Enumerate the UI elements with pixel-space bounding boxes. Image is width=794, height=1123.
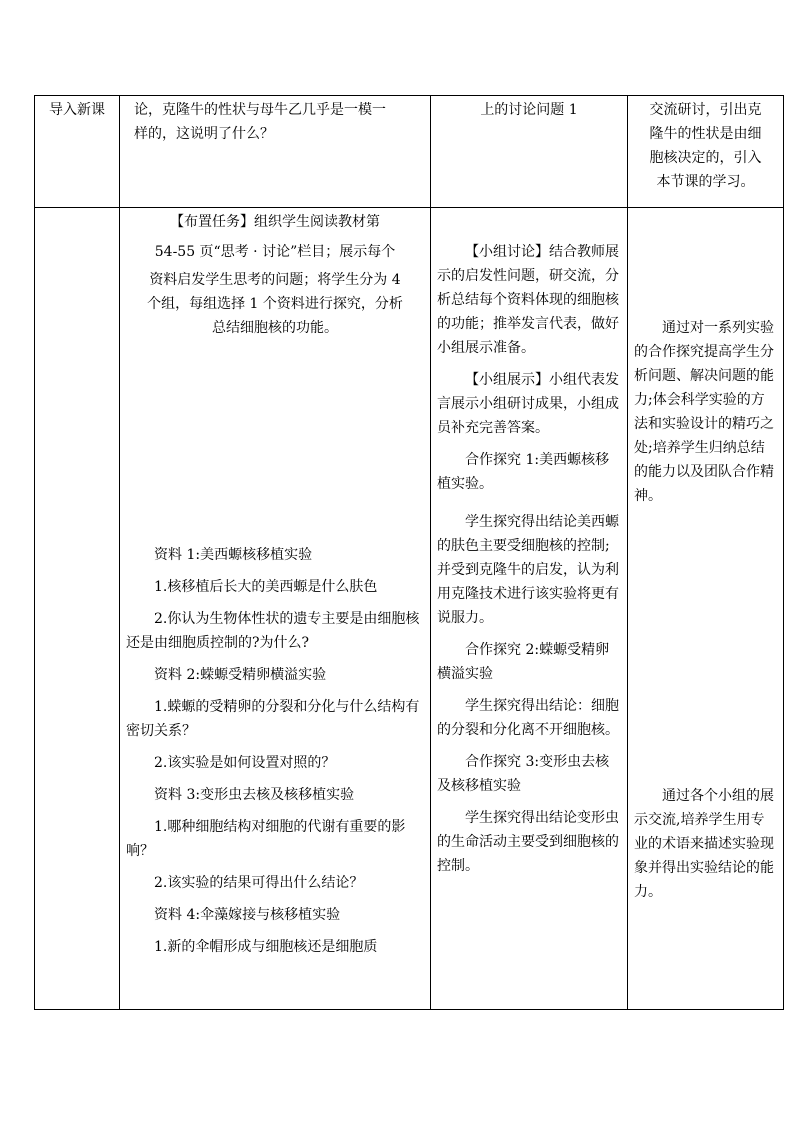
- table-row: [35, 208, 784, 1010]
- lesson-plan-table: [34, 95, 784, 1010]
- student-text: 学生探究得出结论变形虫的生命活动主要受到细胞核的控制。: [437, 810, 619, 874]
- intent-text: 通过各个小组的展示交流,培养学生用专业的术语来描述实验现象并得出实验结论的能力。: [634, 788, 774, 900]
- task-line: 总结细胞核的功能。: [212, 320, 338, 336]
- student-text: 学生探究得出结论美西螈的肤色主要受细胞核的控制;并受到克隆牛的启发，认为利用克隆技术进行该实验将更有说服力。: [437, 514, 619, 626]
- material-question: 1.核移植后长大的美西螈是什么肤色: [154, 579, 378, 595]
- teacher-activity-cell: [120, 208, 431, 1010]
- student-text: 合作探究 2:蝾螈受精卵横溢实验: [437, 642, 610, 682]
- intent-line: 本节课的学习。: [656, 174, 755, 190]
- intent-line: 交流研讨，引出克: [649, 102, 762, 118]
- teacher-text-line: 样的，这说明了什么？: [134, 126, 274, 142]
- design-intent-cell: [628, 96, 784, 208]
- material-heading: 资料 4:伞藻嫁接与核移植实验: [154, 907, 341, 923]
- material-question: 1.蝾螈的受精卵的分裂和分化与什么结构有密切关系？: [126, 699, 420, 739]
- design-intent-cell: [628, 208, 784, 1010]
- student-activity-cell: [431, 96, 628, 208]
- student-activity-cell: [431, 208, 628, 1010]
- intent-line: 胞核决定的，引入: [649, 150, 762, 166]
- material-question: 2.该实验的结果可得出什么结论？: [154, 875, 364, 891]
- material-heading: 资料 1:美西螈核移植实验: [154, 547, 313, 563]
- intent-line: 隆牛的性状是由细: [649, 126, 762, 142]
- stage-cell: [35, 96, 120, 208]
- teacher-activity-cell: [120, 96, 431, 208]
- stage-label: 导入新课: [49, 102, 105, 118]
- student-text: 合作探究 3:变形虫去核及核移植实验: [437, 754, 610, 794]
- material-question: 1.新的伞帽形成与细胞核还是细胞质: [154, 939, 378, 955]
- task-line: 资料启发学生思考的问题；将学生分为 4: [149, 272, 401, 288]
- task-line: 【布置任务】组织学生阅读教材第: [170, 214, 380, 230]
- material-question: 2.该实验是如何设置对照的？: [154, 755, 336, 771]
- stage-cell: [35, 208, 120, 1010]
- student-text: 合作探究 1:美西螈核移植实验。: [437, 452, 610, 492]
- task-line: 个组，每组选择 1 个资料进行探究，分析: [147, 296, 403, 312]
- teacher-text-line: 论，克隆牛的性状与母牛乙几乎是一模一: [134, 102, 386, 118]
- student-text: 上的讨论问题 1: [480, 102, 578, 118]
- student-text: 【小组展示】小组代表发言展示小组研讨成果，小组成员补充完善答案。: [437, 372, 619, 436]
- intent-text: 通过对一系列实验的合作探究提高学生分析问题、解决问题的能力;体会科学实验的方法和实验设计的精巧之处;培养学生归纳总结的能力以及团队合作精神。: [634, 320, 774, 504]
- material-question: 1.哪种细胞结构对细胞的代谢有重要的影响？: [126, 819, 406, 859]
- material-question: 2.你认为生物体性状的遗专主要是由细胞核还是由细胞质控制的?为什么?: [126, 611, 420, 651]
- student-text: 学生探究得出结论：细胞的分裂和分化离不开细胞核。: [437, 698, 619, 738]
- material-heading: 资料 3:变形虫去核及核移植实验: [154, 787, 355, 803]
- task-line: 54-55 页“思考 · 讨论”栏目；展示每个: [154, 244, 396, 260]
- student-text: 【小组讨论】结合教师展示的启发性问题，研交流，分析总结每个资料体现的细胞核的功能；推举发言代表，做好小组展示准备。: [437, 244, 619, 356]
- material-heading: 资料 2:蝾螈受精卵横溢实验: [154, 667, 327, 683]
- table-row: [35, 96, 784, 208]
